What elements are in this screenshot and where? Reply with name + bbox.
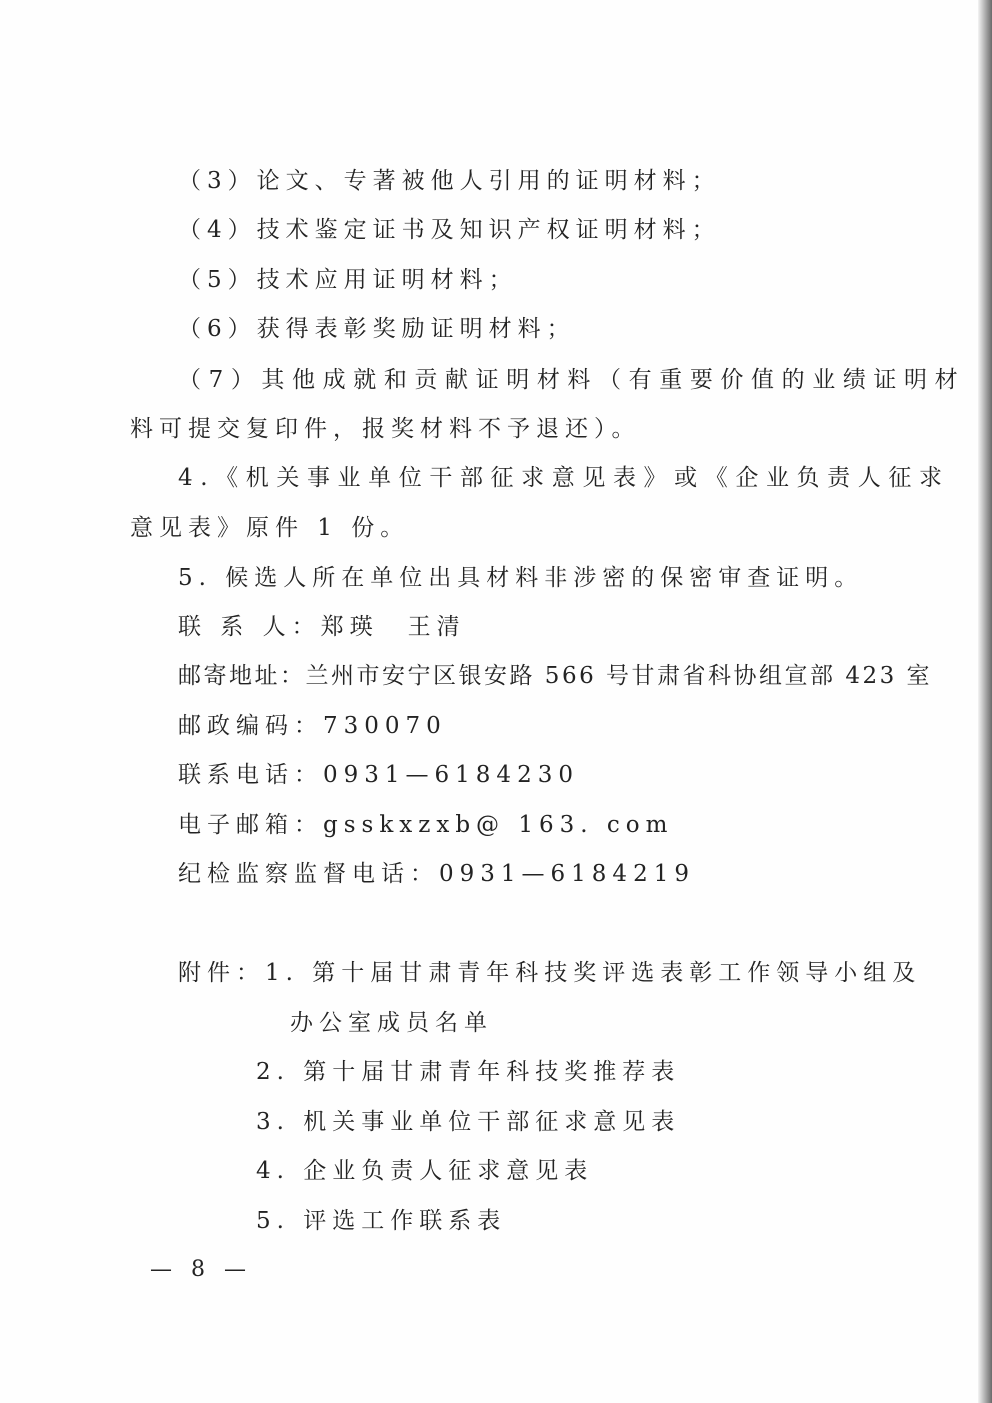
material-item-7-line-2: 料可提交复印件，报奖材料不予退还）。 bbox=[130, 416, 641, 442]
attachment-5: 5. 评选工作联系表 bbox=[256, 1208, 507, 1234]
contact-phone: 联系电话：0931—6184230 bbox=[178, 762, 579, 788]
attachment-1-line-2: 办公室成员名单 bbox=[290, 1010, 493, 1036]
email-address: 电子邮箱：gsskxzxb@ 163. com bbox=[178, 812, 674, 838]
attachment-3: 3. 机关事业单位干部征求意见表 bbox=[256, 1109, 681, 1135]
attachment-1-line-1: 附件：1. 第十届甘肃青年科技奖评选表彰工作领导小组及 bbox=[178, 960, 922, 986]
attachment-2: 2. 第十届甘肃青年科技奖推荐表 bbox=[256, 1059, 681, 1085]
requirement-4-line-1: 4.《机关事业单位干部征求意见表》或《企业负责人征求 bbox=[178, 465, 950, 491]
page-number: — 8 — bbox=[150, 1257, 252, 1282]
material-item-3: （3）论文、专著被他人引用的证明材料； bbox=[178, 168, 721, 194]
postal-code: 邮政编码：730070 bbox=[178, 713, 447, 739]
mailing-address: 邮寄地址：兰州市安宁区银安路 566 号甘肃省科协组宣部 423 室 bbox=[178, 663, 933, 689]
supervision-phone: 纪检监察监督电话：0931—6184219 bbox=[178, 861, 695, 887]
material-item-4: （4）技术鉴定证书及知识产权证明材料； bbox=[178, 217, 721, 243]
material-item-7-line-1: （7）其他成就和贡献证明材料（有重要价值的业绩证明材 bbox=[178, 367, 966, 393]
contact-person: 联 系 人：郑瑛 王清 bbox=[178, 614, 466, 640]
material-item-6: （6）获得表彰奖励证明材料； bbox=[178, 316, 576, 342]
requirement-4-line-2: 意见表》原件 1 份。 bbox=[130, 515, 410, 541]
requirement-5: 5. 候选人所在单位出具材料非涉密的保密审查证明。 bbox=[178, 565, 864, 591]
scan-edge-shadow bbox=[978, 0, 992, 1403]
attachment-4: 4. 企业负责人征求意见表 bbox=[256, 1158, 594, 1184]
material-item-5: （5）技术应用证明材料； bbox=[178, 267, 518, 293]
